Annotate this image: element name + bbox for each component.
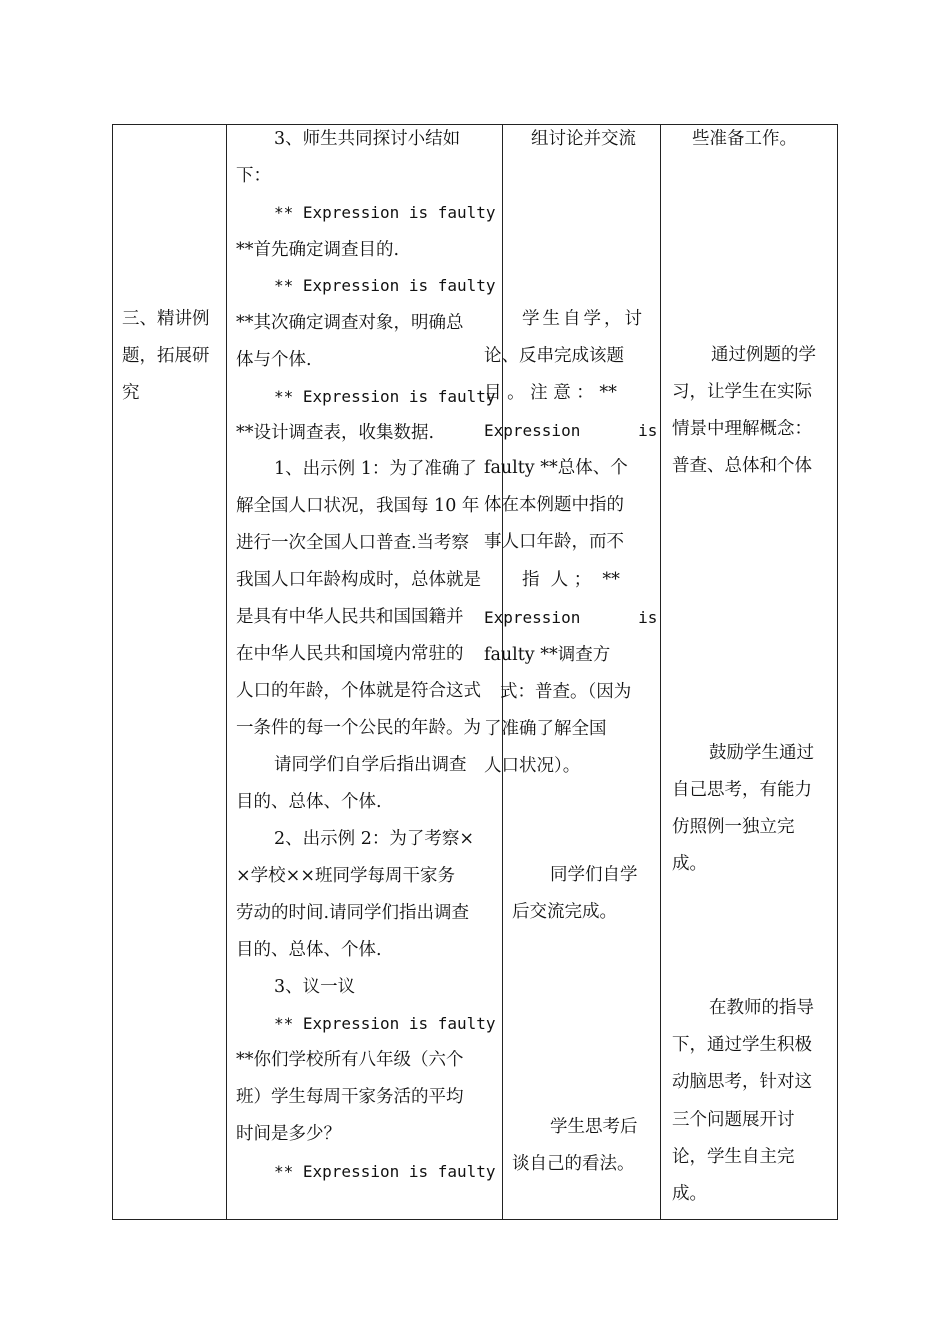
text-line: 解全国人口状况，我国每 10 年 xyxy=(236,496,480,516)
text-line: 在教师的指导 xyxy=(709,998,814,1018)
text-line: 时间是多少？ xyxy=(236,1124,341,1144)
text-line: 1、出示例 1：为了准确了 xyxy=(274,459,477,479)
text-line: ** Expression is faulty xyxy=(274,1014,496,1033)
text-line: 劳动的时间.请同学们指出调查 xyxy=(236,903,470,923)
text-line: 指 人 ； ** xyxy=(522,570,620,590)
text-line: 目的、总体、个体. xyxy=(236,792,382,812)
text-line: ** Expression is faulty xyxy=(274,276,496,295)
text-line: faulty **调查方 xyxy=(484,645,611,665)
text-line: 学生自学，讨 xyxy=(522,309,645,329)
text-line: 学生思考后 xyxy=(550,1117,638,1137)
text-line: 进行一次全国人口普查.当考察 xyxy=(236,533,470,553)
text-line: 鼓励学生通过 xyxy=(709,743,814,763)
text-line: 习，让学生在实际 xyxy=(672,382,812,402)
text-line: **你们学校所有八年级（六个 xyxy=(236,1050,464,1070)
text-line: 事人口年龄，而不 xyxy=(484,532,624,552)
text-line: 3、师生共同探讨小结如 xyxy=(274,129,461,149)
text-line: 普查、总体和个体 xyxy=(672,456,812,476)
text-line: 在中华人民共和国境内常驻的 xyxy=(236,644,464,664)
text-line: 是具有中华人民共和国国籍并 xyxy=(236,607,464,627)
text-line: ** Expression is faulty xyxy=(274,1162,496,1181)
text-line: 下，通过学生积极 xyxy=(672,1035,812,1055)
text-line: 成。 xyxy=(672,1184,707,1204)
text-line: 体与个体. xyxy=(236,350,312,370)
text-line: 下： xyxy=(236,166,271,186)
text-line: 谈自己的看法。 xyxy=(512,1154,635,1174)
text-line: 三个问题展开讨 xyxy=(672,1110,795,1130)
text-line: **其次确定调查对象，明确总 xyxy=(236,313,464,333)
text-line: 成。 xyxy=(672,854,707,874)
text-line: 后交流完成。 xyxy=(512,902,617,922)
text-line: Expression is xyxy=(484,608,658,627)
text-line: ** Expression is faulty xyxy=(274,203,496,222)
text-line: 一条件的每一个公民的年龄。为 xyxy=(236,718,481,738)
column-divider xyxy=(226,125,227,1219)
column-divider xyxy=(660,125,661,1219)
text-line: 情景中理解概念： xyxy=(672,419,812,439)
section-title-line: 究 xyxy=(122,383,140,403)
text-line: **设计调查表，收集数据. xyxy=(236,423,435,443)
text-line: 仿照例一独立完 xyxy=(672,817,795,837)
text-line: 了准确了解全国 xyxy=(484,719,607,739)
text-line: **首先确定调查目的. xyxy=(236,240,400,260)
text-line: ×学校××班同学每周干家务 xyxy=(236,866,455,886)
column-divider xyxy=(502,125,503,1219)
text-line: 同学们自学 xyxy=(550,865,638,885)
text-line: 论、反串完成该题 xyxy=(484,346,624,366)
text-line: 式：普查。（因为 xyxy=(500,682,632,702)
text-line: 2、出示例 2：为了考察× xyxy=(274,829,474,849)
text-line: 目 。 注 意 ： ** xyxy=(484,383,617,403)
text-line: Expression is xyxy=(484,421,658,440)
text-line: 通过例题的学 xyxy=(711,345,816,365)
section-title-line: 题，拓展研 xyxy=(122,346,210,366)
text-line: 人口状况）。 xyxy=(484,756,581,776)
text-line: 组讨论并交流 xyxy=(531,129,636,149)
text-line: 班）学生每周干家务活的平均 xyxy=(236,1087,464,1107)
text-line: 我国人口年龄构成时，总体就是 xyxy=(236,570,481,590)
text-line: 人口的年龄，个体就是符合这式 xyxy=(236,681,481,701)
section-title-line: 三、精讲例 xyxy=(122,309,210,329)
text-line: ** Expression is faulty xyxy=(274,387,496,406)
text-line: 些准备工作。 xyxy=(692,129,797,149)
text-line: 动脑思考，针对这 xyxy=(672,1072,812,1092)
text-line: 自己思考，有能力 xyxy=(672,780,812,800)
text-line: 3、议一议 xyxy=(274,977,356,997)
text-line: faulty **总体、个 xyxy=(484,458,628,478)
text-line: 体在本例题中指的 xyxy=(484,495,624,515)
text-line: 目的、总体、个体. xyxy=(236,940,382,960)
text-line: 论，学生自主完 xyxy=(672,1147,795,1167)
text-line: 请同学们自学后指出调查 xyxy=(274,755,467,775)
